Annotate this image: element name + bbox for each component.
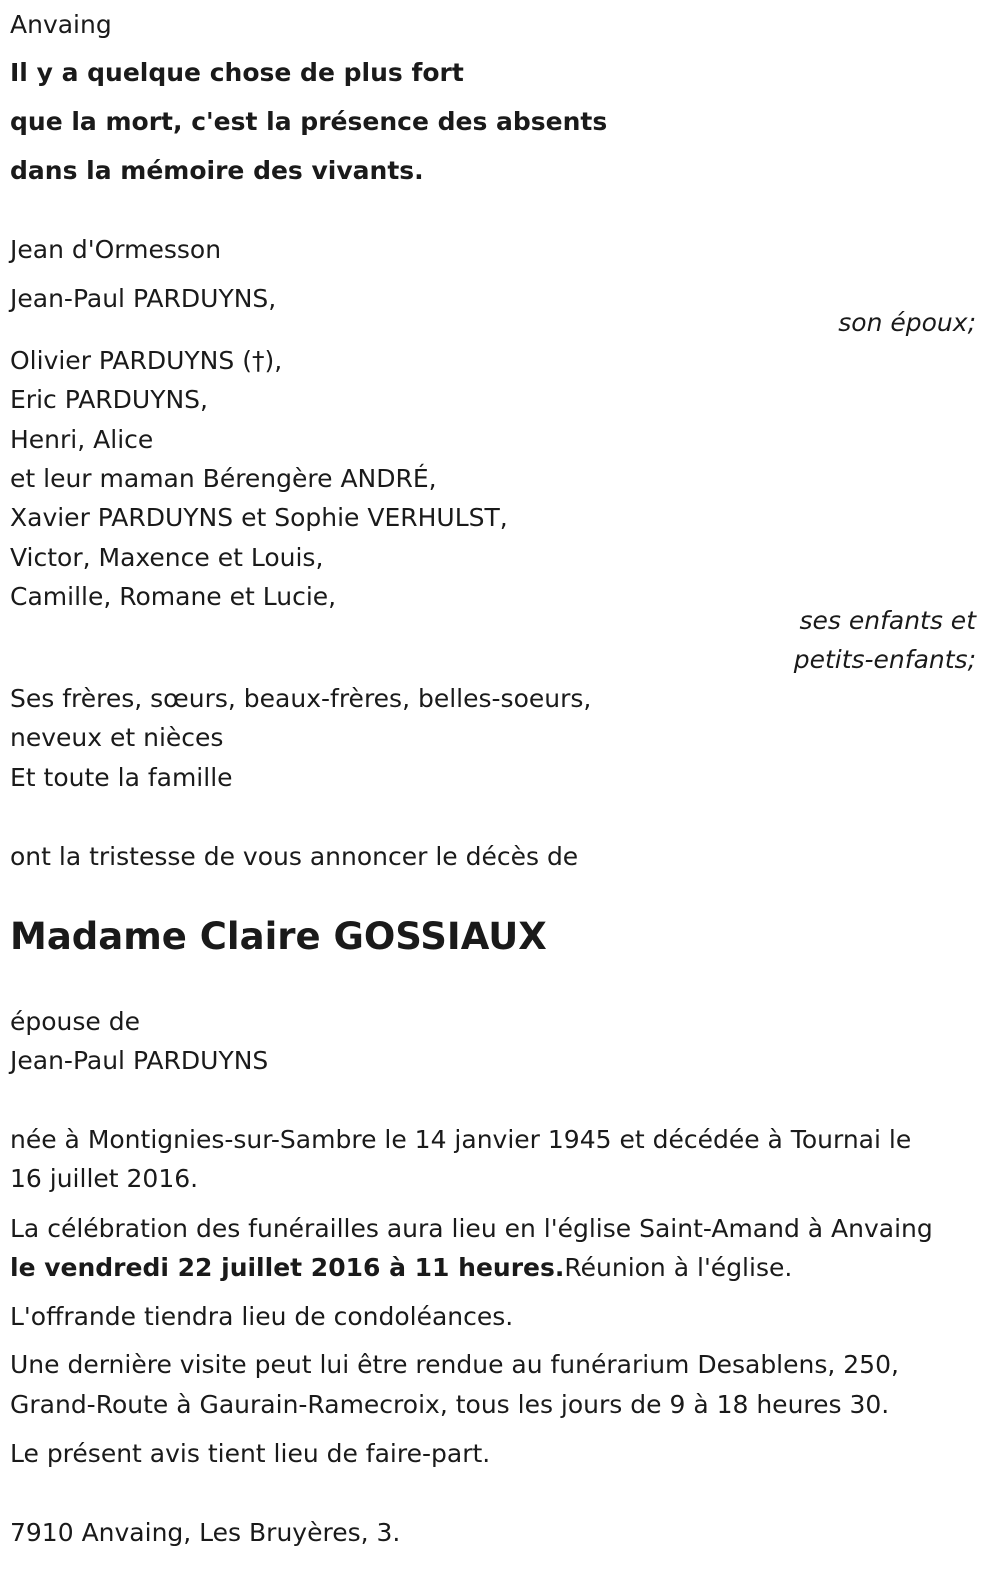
offering-note: L'offrande tiendra lieu de condoléances. [10,1302,514,1331]
children-line-3: Henri, Alice [10,425,154,454]
funeral-line-1: La célébration des funérailles aura lieu en l'église Saint-Amand à Anvaing [10,1214,933,1243]
birth-death-line-2: 16 juillet 2016. [10,1164,199,1193]
birth-death-line-1: née à Montignies-sur-Sambre le 14 janvier 1945 et décédée à Tournai le [10,1125,912,1154]
location: Anvaing [10,10,112,39]
children-role-line-2: petits-enfants; [793,645,976,674]
spouse-of-deceased: Jean-Paul PARDUYNS [10,1046,269,1075]
children-line-2: Eric PARDUYNS, [10,385,208,414]
quote-line-3: dans la mémoire des vivants. [10,156,424,185]
notice-text: Le présent avis tient lieu de faire-part. [10,1439,491,1468]
funeral-date: le vendredi 22 juillet 2016 à 11 heures. [10,1253,565,1282]
spouse-intro: épouse de [10,1007,140,1036]
quote-author: Jean d'Ormesson [10,235,222,264]
funeral-line-2 [10,1253,792,1283]
deceased-name: Madame Claire GOSSIAUX [10,915,547,958]
children-line-5: Xavier PARDUYNS et Sophie VERHULST, [10,503,508,532]
children-line-7: Camille, Romane et Lucie, [10,582,337,611]
address: 7910 Anvaing, Les Bruyères, 3. [10,1518,401,1547]
visit-line-1: Une dernière visite peut lui être rendue au funérarium Desablens, 250, [10,1350,899,1379]
announcement-intro: ont la tristesse de vous annoncer le décès de [10,842,579,871]
children-line-6: Victor, Maxence et Louis, [10,543,324,572]
children-line-4: et leur maman Bérengère ANDRÉ, [10,464,437,493]
extended-family-line-3: Et toute la famille [10,763,233,792]
funeral-meeting: Réunion à l'église. [564,1253,793,1282]
visit-line-2: Grand-Route à Gaurain-Ramecroix, tous les jours de 9 à 18 heures 30. [10,1390,890,1419]
extended-family-line-2: neveux et nièces [10,723,224,752]
quote-line-1: Il y a quelque chose de plus fort [10,58,464,87]
extended-family-line-1: Ses frères, sœurs, beaux-frères, belles-soeurs, [10,684,592,713]
spouse-role: son époux; [838,308,976,337]
quote-line-2: que la mort, c'est la présence des absents [10,107,608,136]
spouse-name: Jean-Paul PARDUYNS, [10,284,277,313]
children-role-line-1: ses enfants et [799,606,976,635]
children-line-1: Olivier PARDUYNS (†), [10,346,283,375]
